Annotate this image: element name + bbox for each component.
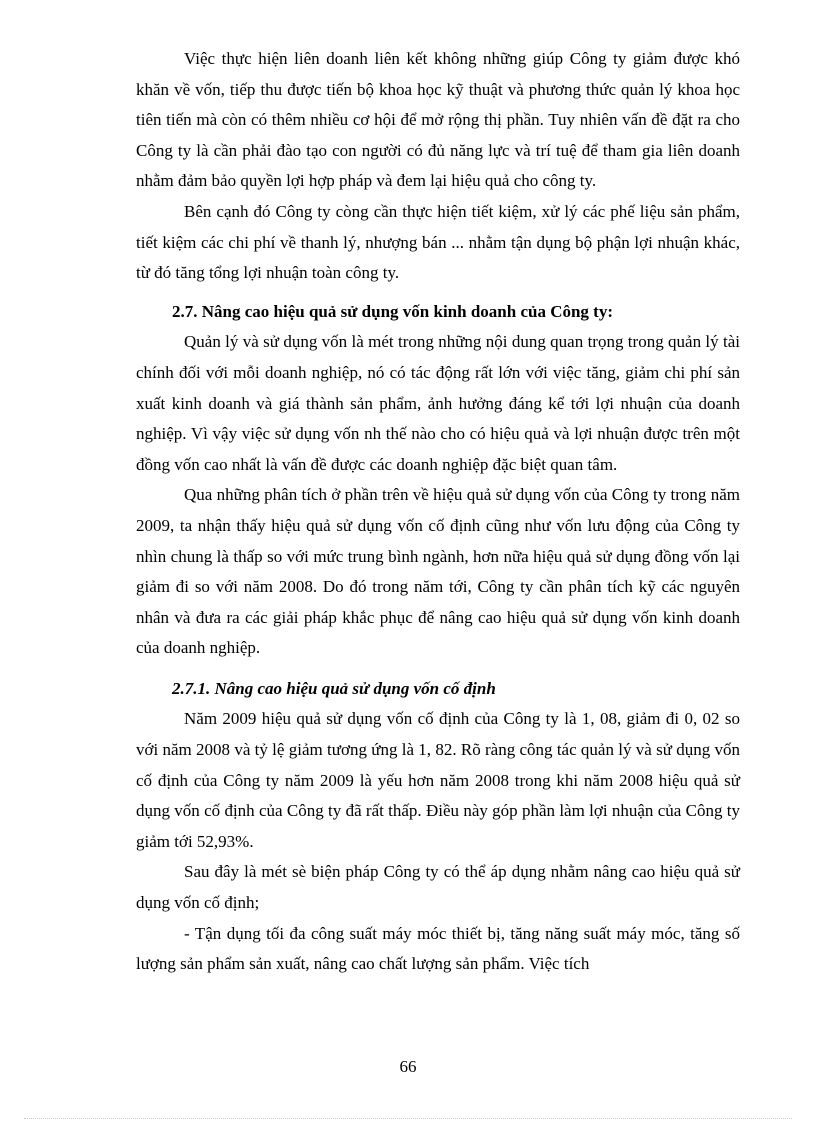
body-paragraph: Quản lý và sử dụng vốn là mét trong những nội dung quan trọng trong quản lý tài chính đối với mỗi doanh nghiệp, nó có tác động rất lớn với việc tăng, giảm chi phí sản xuất kinh doanh và giá thành sản phẩm, ảnh hưởng đáng kể tới lợi nhuận của doanh nghiệp. Vì vậy việc sử dụng vốn nh thế nào cho có hiệu quả và lợi nhuận được trên một đồng vốn cao nhất là vấn đề được các doanh nghiệp đặc biệt quan tâm. <box>136 332 740 474</box>
body-paragraph: Việc thực hiện liên doanh liên kết không những giúp Công ty giảm được khó khăn về vốn, tiếp thu được tiến bộ khoa học kỹ thuật và phương thức quản lý khoa học tiên tiến mà còn có thêm nhiều cơ hội để mở rộng thị phần. Tuy nhiên vấn đề đặt ra cho Công ty là cần phải đào tạo con người có đủ năng lực và trí tuệ để tham gia liên doanh nhằm đảm bảo quyền lợi hợp pháp và đem lại hiệu quả cho công ty. <box>136 49 740 191</box>
page-border-line <box>24 1118 792 1119</box>
body-paragraph: Qua những phân tích ở phần trên về hiệu quả sử dụng vốn của Công ty trong năm 2009, ta nhận thấy hiệu quả sử dụng vốn cố định cũng như vốn lưu động của Công ty nhìn chung là thấp so với mức trung bình ngành, hơn nữa hiệu quả sử dụng đồng vốn lại giảm đi so với năm 2008. Do đó trong năm tới, Công ty cần phân tích kỹ các nguyên nhân và đưa ra các giải pháp khắc phục để nâng cao hiệu quả sử dụng vốn kinh doanh của doanh nghiệp. <box>136 485 740 658</box>
page-content <box>136 44 740 980</box>
subsection-heading: 2.7.1. Nâng cao hiệu quả sử dụng vốn cố định <box>172 678 496 698</box>
body-paragraph: Sau đây là mét sè biện pháp Công ty có thể áp dụng nhằm nâng cao hiệu quả sử dụng vốn cố định; <box>136 862 740 913</box>
body-paragraph: Năm 2009 hiệu quả sử dụng vốn cố định của Công ty là 1, 08, giảm đi 0, 02 so với năm 2008 và tỷ lệ giảm tương ứng là 1, 82. Rõ ràng công tác quản lý và sử dụng vốn cố định của Công ty năm 2009 là yếu hơn năm 2008 trong khi năm 2008 hiệu quả sử dụng vốn cố định của Công ty đã rất thấp. Điều này góp phần làm lợi nhuận của Công ty giảm tới 52,93%. <box>136 709 740 851</box>
body-paragraph: Bên cạnh đó Công ty còng cần thực hiện tiết kiệm, xử lý các phế liệu sản phẩm, tiết kiệm các chi phí về thanh lý, nhượng bán ... nhằm tận dụng bộ phận lợi nhuận khác, từ đó tăng tổng lợi nhuận toàn công ty. <box>136 201 740 283</box>
section-heading: 2.7. Nâng cao hiệu quả sử dụng vốn kinh doanh của Công ty: <box>172 301 614 321</box>
page-number: 66 <box>399 1057 417 1076</box>
bullet-paragraph: - Tận dụng tối đa công suất máy móc thiết bị, tăng năng suất máy móc, tăng số lượng sản phẩm sản xuất, nâng cao chất lượng sản phẩm. Việc tích <box>136 923 740 974</box>
